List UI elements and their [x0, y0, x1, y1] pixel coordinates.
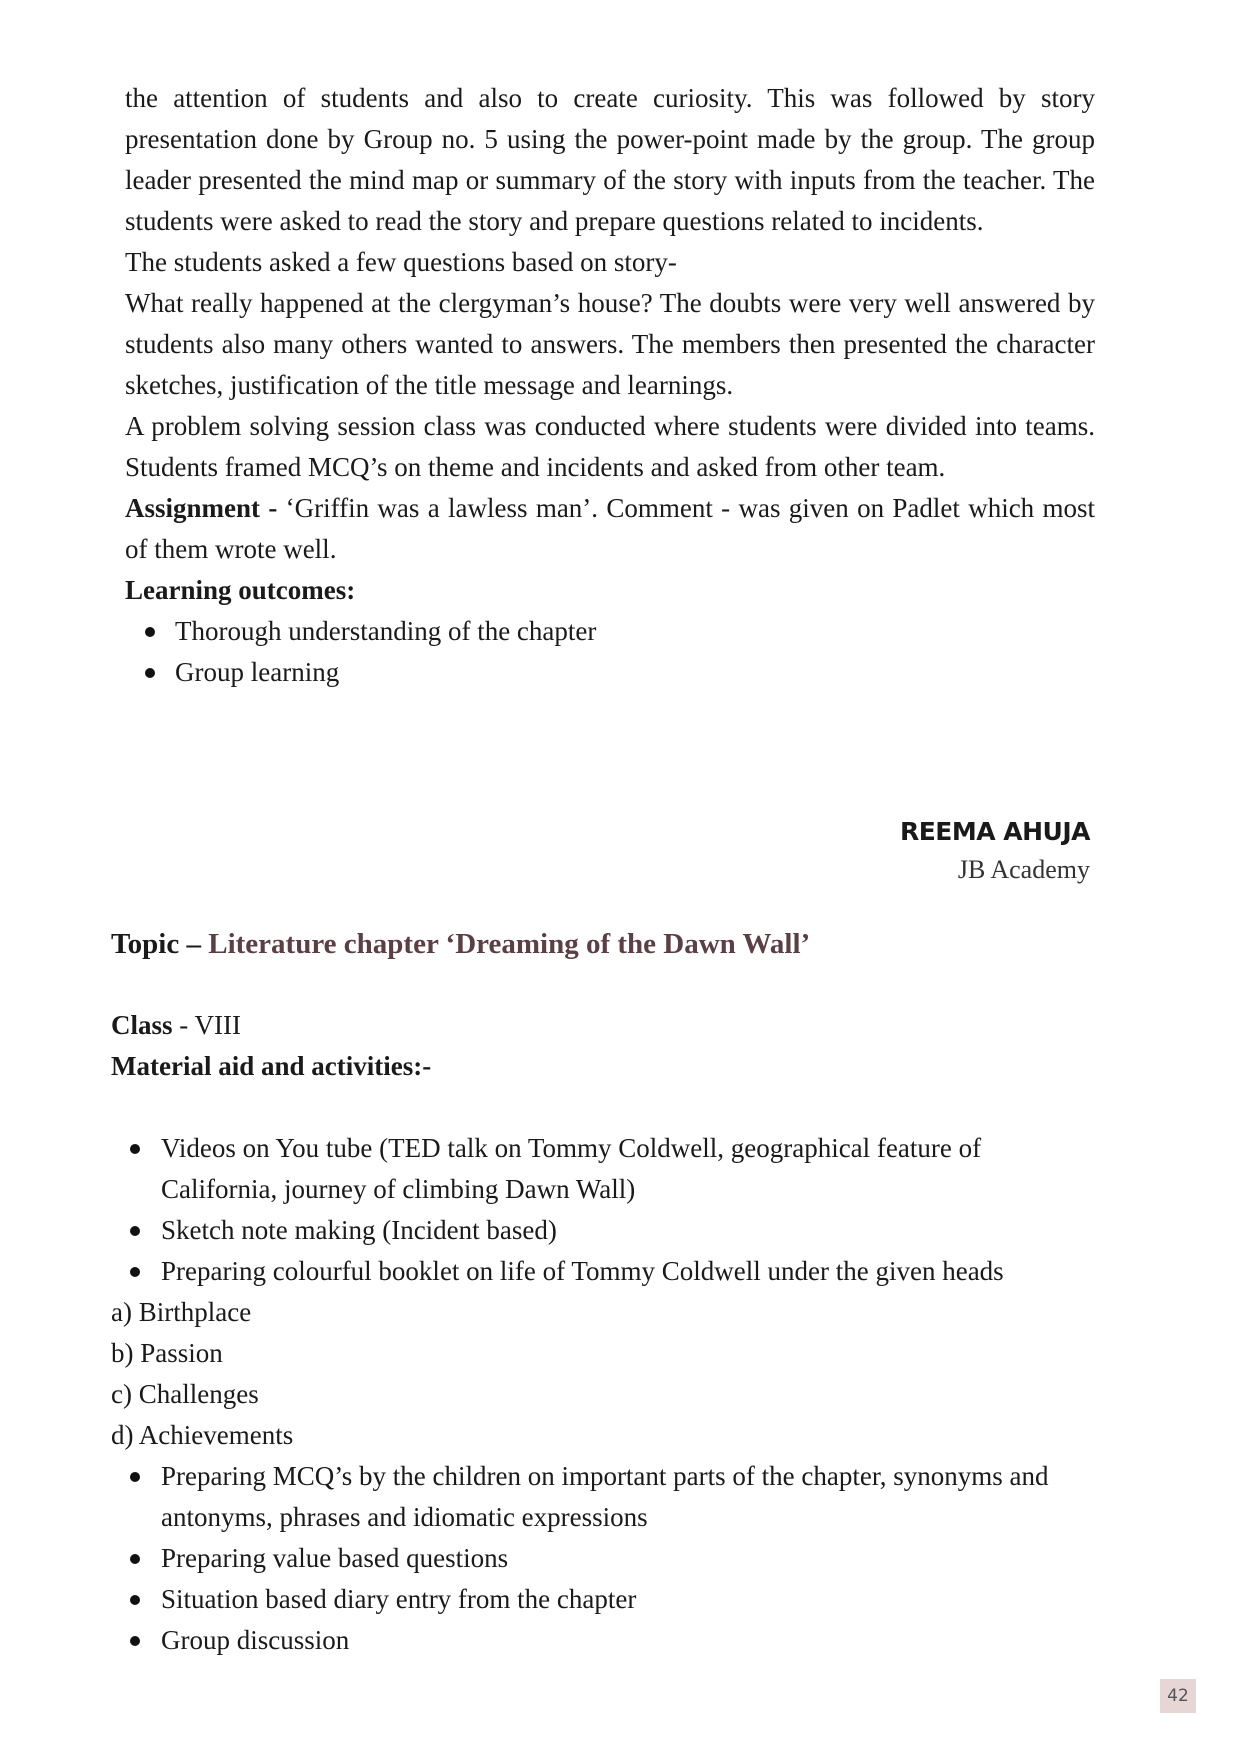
head-item: d) Achievements — [111, 1420, 294, 1450]
list-item: Group discussion — [111, 1620, 1101, 1661]
assignment-text: ‘Griffin was a lawless man’. Comment - was given on Padlet which most of them wrote well. — [125, 493, 1095, 564]
assignment-label: Assignment - — [125, 493, 278, 523]
author-school: JB Academy — [957, 855, 1090, 884]
question-paragraph: What really happened at the clergyman’s house? The doubts were very well answered by students also many others wanted to answers. The members then presented the character sketches, justification of the title message and learnings. — [125, 288, 1095, 400]
topic-value: Literature chapter ‘Dreaming of the Dawn Wall’ — [208, 928, 811, 960]
list-item: Group learning — [125, 652, 1095, 693]
list-item: Videos on You tube (TED talk on Tommy Coldwell, geographical feature of California, journey of climbing Dawn Wall) — [111, 1128, 1101, 1210]
head-item: a) Birthplace — [111, 1297, 252, 1327]
list-item: Preparing value based questions — [111, 1538, 1101, 1579]
activities-list-continued — [111, 1456, 1101, 1661]
list-item: Preparing colourful booklet on life of Tommy Coldwell under the given heads — [111, 1251, 1101, 1292]
lesson-plan-section — [111, 924, 1101, 1661]
material-heading: Material aid and activities:- — [111, 1051, 432, 1081]
page-number-badge: 42 — [1160, 1679, 1196, 1713]
head-item: b) Passion — [111, 1338, 223, 1368]
assignment-paragraph — [125, 488, 1095, 570]
list-item: Thorough understanding of the chapter — [125, 611, 1095, 652]
lesson-report-section — [125, 78, 1095, 693]
problem-solving-paragraph: A problem solving session class was conducted where students were divided into teams. Students framed MCQ’s on theme and incidents and asked from other team. — [125, 411, 1095, 482]
class-label: Class — [111, 1010, 173, 1040]
list-item: Preparing MCQ’s by the children on important parts of the chapter, synonyms and antonyms, phrases and idiomatic expressions — [111, 1456, 1101, 1538]
class-value: - VIII — [172, 1010, 241, 1040]
author-name: REEMA AHUJA — [899, 817, 1090, 846]
learning-outcomes-heading: Learning outcomes: — [125, 575, 356, 605]
list-item: Situation based diary entry from the chapter — [111, 1579, 1101, 1620]
topic-label: Topic – — [111, 928, 209, 960]
learning-outcomes-list — [125, 611, 1095, 693]
class-line — [111, 1005, 1101, 1046]
head-item: c) Challenges — [111, 1379, 259, 1409]
author-signature — [900, 812, 1090, 888]
topic-heading — [111, 924, 1101, 965]
intro-paragraph: the attention of students and also to create curiosity. This was followed by story presentation done by Group no. 5 using the power-point made by the group. The group leader presented the mind map or summary of the story with inputs from the teacher. The students were asked to read the story and prepare questions related to incidents. — [125, 83, 1095, 236]
list-item: Sketch note making (Incident based) — [111, 1210, 1101, 1251]
activities-list — [111, 1128, 1101, 1292]
questions-intro: The students asked a few questions based on story- — [125, 247, 677, 277]
